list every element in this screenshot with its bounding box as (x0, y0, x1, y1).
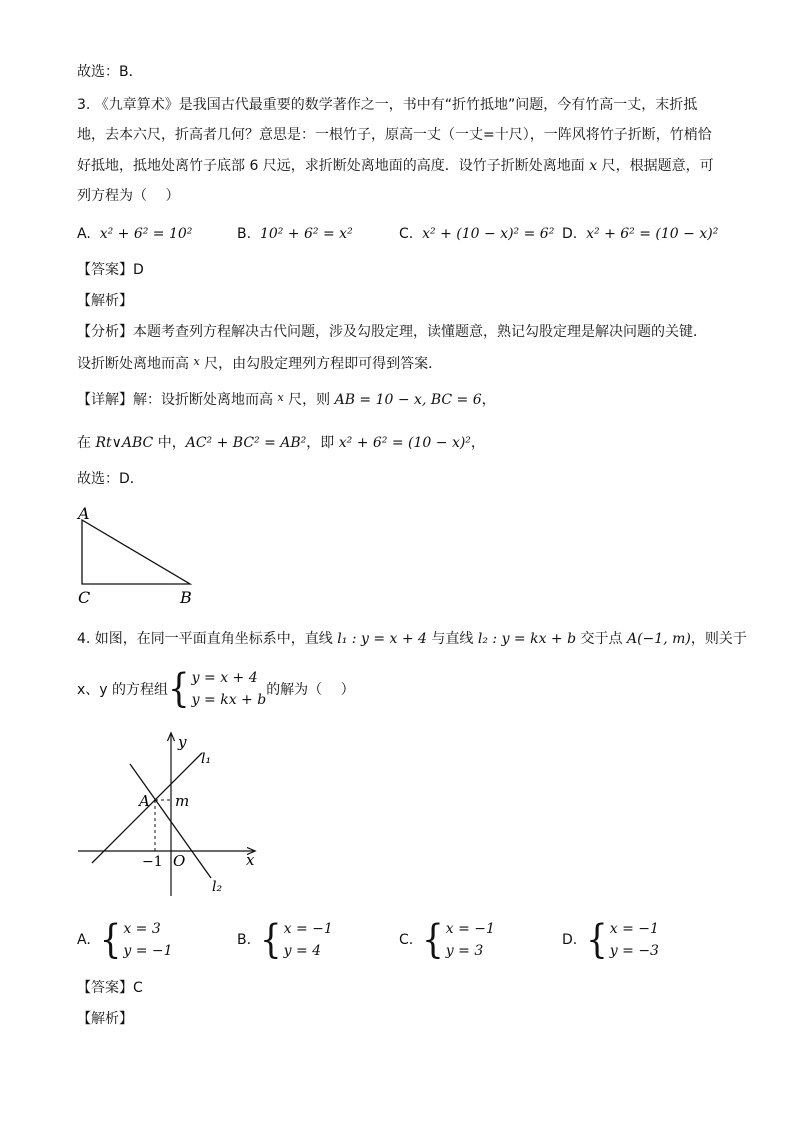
q4-option-d[interactable]: D. { x = −1 y = −3 (562, 917, 659, 963)
q3-option-d[interactable]: D. x² + 6² = (10 − x)² (562, 226, 719, 242)
q4-analysis-tag: 【解析】 (77, 1011, 133, 1027)
triangle-figure (70, 500, 210, 610)
q4-option-c[interactable]: C. { x = −1 y = 3 (399, 917, 495, 963)
origin-label: O (173, 852, 186, 870)
y-axis-label: y (178, 733, 187, 751)
vertex-b-label: B (180, 588, 192, 607)
q3-fenxi: 【分析】本题考查列方程解决古代问题，涉及勾股定理，读懂题意，熟记勾股定理是解决问题的关键． (77, 324, 707, 340)
q4-stem-line1: 4. 如图，在同一平面直角坐标系中，直线 l₁ : y = x + 4 与直线 l₂ : y = kx + b 交于点 A(−1, m)，则关于 (77, 631, 747, 647)
point-a-label: A (139, 792, 150, 810)
neg1-label: −1 (142, 854, 163, 870)
q3-rt-line: 在 Rt∨ABC 中，AC² + BC² = AB²，即 x² + 6² = (10 − x)²， (77, 435, 485, 451)
q3-option-a[interactable]: A. x² + 6² = 10² (77, 226, 193, 242)
l2-label: l₂ (212, 879, 223, 895)
q4-option-b[interactable]: B. { x = −1 y = 4 (237, 917, 333, 963)
x-axis-label: x (246, 851, 255, 869)
q3-detail: 【详解】解：设折断处离地而高 $^x$ 尺，则 AB = 10 − x, BC = 6， (77, 391, 496, 408)
l1-label: l₁ (201, 751, 212, 767)
q3-stem-line3: 好抵地，抵地处离竹子底部 6 尺远，求折断处离地面的高度．设竹子折断处离地面 x 尺，根据题意，可 (77, 158, 714, 174)
q4-option-a[interactable]: A. { x = 3 y = −1 (77, 917, 173, 963)
vertex-a-label: A (78, 504, 90, 523)
vertex-c-label: C (78, 588, 91, 607)
coordinate-graph (72, 728, 272, 898)
q4-answer: 【答案】C (77, 980, 143, 996)
q4-stem-line2: x、y 的方程组 { y = x + 4 y = kx + b 的解为（ ） (77, 666, 355, 712)
q3-fenxi-line2: 设折断处离地而高 $^x$ 尺，由勾股定理列方程即可得到答案． (77, 355, 443, 372)
prev-answer: 故选：B． (77, 64, 143, 80)
q3-option-b[interactable]: B. 10² + 6² = x² (237, 226, 353, 242)
q3-stem-line4: 列方程为（ ） (77, 188, 180, 204)
q3-stem-line2: 地，去本六尺，折高者几何？意思是：一根竹子，原高一丈（一丈=十尺），一阵风将竹子折断，竹梢恰 (77, 127, 712, 143)
triangle-shape (82, 520, 190, 584)
q3-stem-line1: 3. 《九章算术》是我国古代最重要的数学著作之一，书中有“折竹抵地”问题，今有竹高一丈，末折抵 (77, 97, 698, 113)
q3-answer: 【答案】D (77, 262, 144, 278)
q3-conclusion: 故选：D． (77, 471, 144, 487)
q3-option-c[interactable]: C. x² + (10 − x)² = 6² (399, 226, 555, 242)
m-label: m (175, 792, 190, 810)
q3-analysis-tag: 【解析】 (77, 293, 133, 309)
